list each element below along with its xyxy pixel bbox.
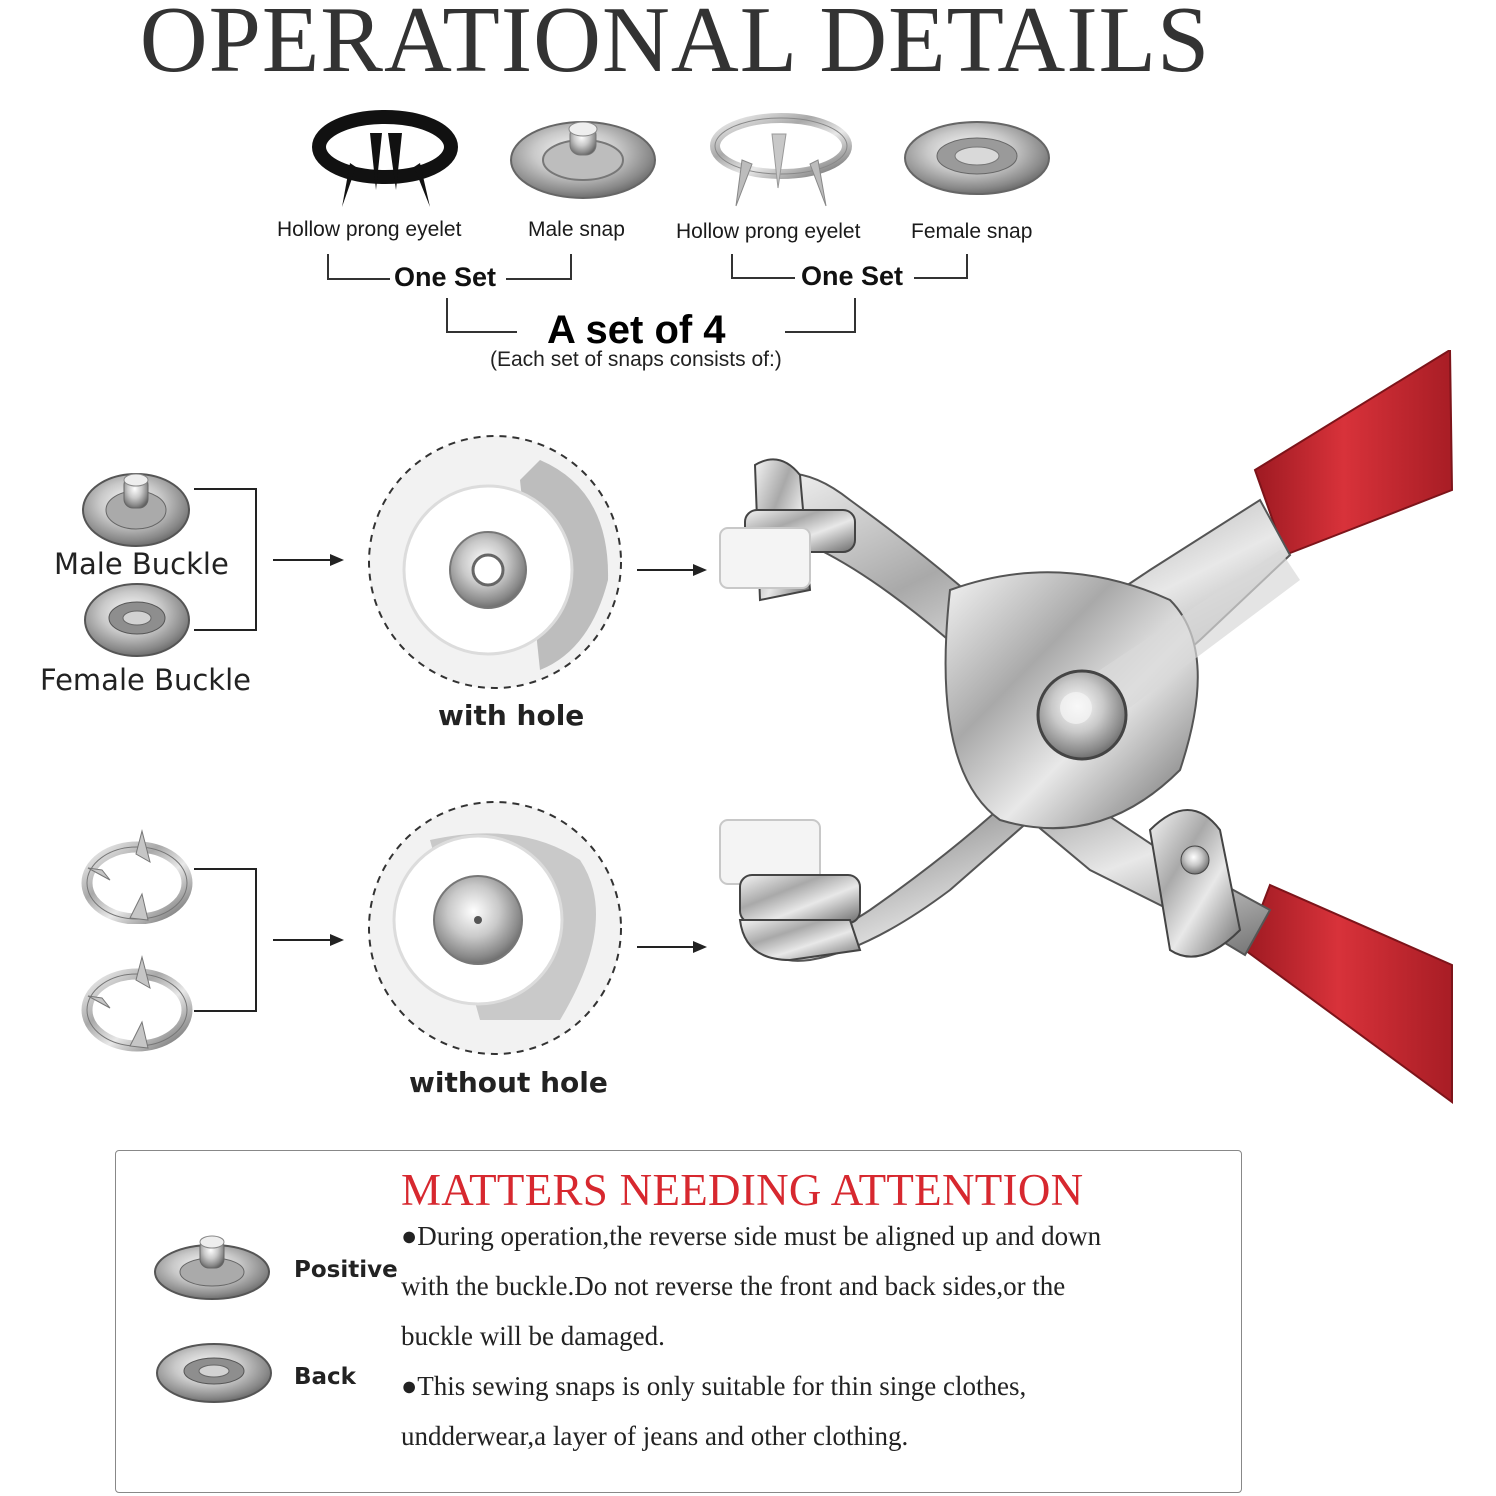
attention-note-line-1: ●During operation,the reverse side must be aligned up and down [401,1221,1102,1251]
with-hole-label: with hole [438,699,585,732]
attention-title: MATTERS NEEDING ATTENTION [401,1165,1084,1215]
part-label-male-snap: Male snap [528,218,625,241]
one-set-label-2: One Set [801,261,904,291]
attention-note-line-3: buckle will be damaged. [401,1321,665,1351]
positive-label: Positive [294,1257,398,1283]
part-label-female-snap: Female snap [911,220,1033,243]
set-of-4-label: A set of 4 [547,308,726,352]
one-set-label-1: One Set [394,262,497,292]
set-bracket-lines [0,0,1496,380]
part-label-hollow-prong-eyelet-2: Hollow prong eyelet [676,220,861,243]
attention-note-line-5: undderwear,a layer of jeans and other clothing. [401,1421,909,1451]
attention-note-line-4: ●This sewing snaps is only suitable for thin singe clothes, [401,1371,1027,1401]
male-buckle-label: Male Buckle [54,547,229,581]
page-title: OPERATIONAL DETAILS [139,0,1211,92]
female-buckle-label: Female Buckle [40,663,251,697]
part-label-hollow-prong-eyelet-1: Hollow prong eyelet [277,218,462,241]
snap-pliers-icon [700,350,1460,1110]
back-label: Back [294,1364,356,1390]
back-snap-icon [154,1340,274,1406]
set-note: (Each set of snaps consists of:) [490,348,782,371]
attention-note-line-2: with the buckle.Do not reverse the front and back sides,or the [401,1271,1066,1301]
positive-snap-icon [152,1232,272,1302]
without-hole-label: without hole [409,1066,608,1099]
